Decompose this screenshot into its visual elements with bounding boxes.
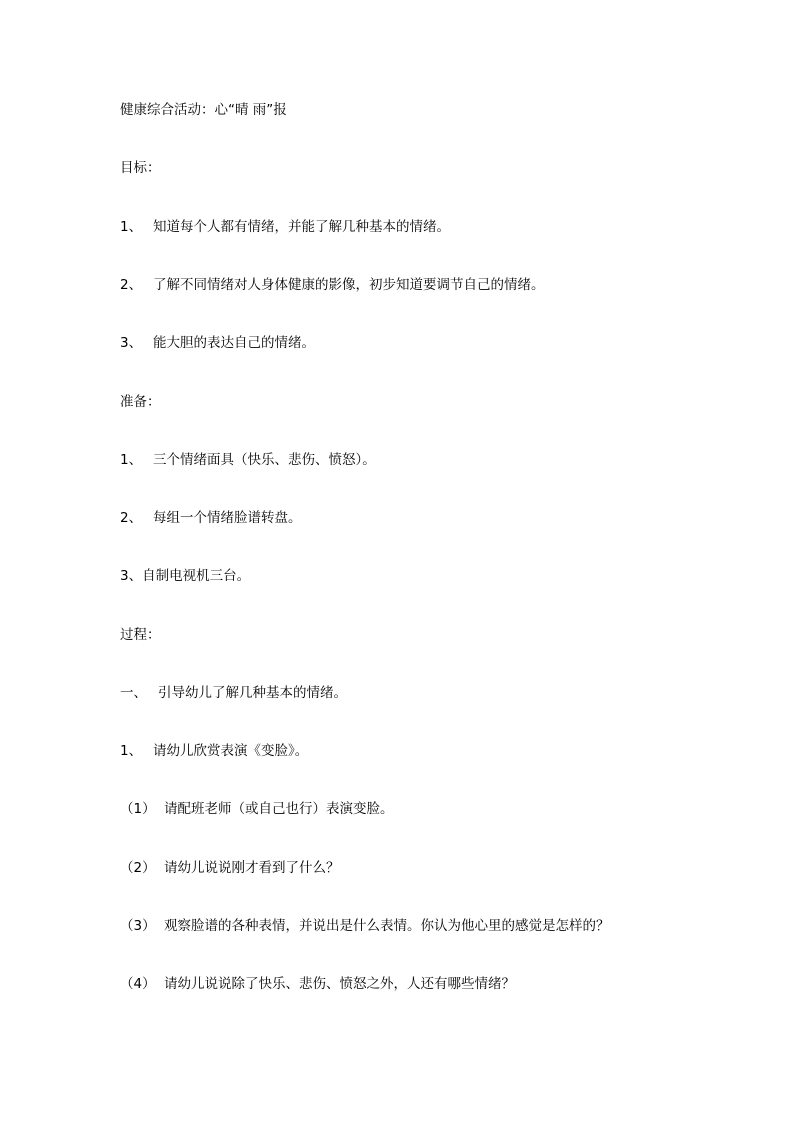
process-step-number: 一、 [120,685,147,701]
goal-item-text: 知道每个人都有情绪，并能了解几种基本的情绪。 [153,219,450,235]
process-detail-item [120,799,394,819]
process-subitem [120,741,308,761]
process-detail-text: 请配班老师（或自己也行）表演变脸。 [164,801,394,817]
process-detail-number: （4） [120,976,156,992]
preparation-item-text: 3、自制电视机三台。 [120,568,251,584]
preparation-item [120,450,376,470]
goal-item-number: 1、 [120,219,143,235]
process-step [120,683,347,703]
process-detail-number: （1） [120,801,156,817]
process-detail-text: 请幼儿说说刚才看到了什么？ [164,860,340,876]
process-detail-number: （3） [120,918,156,934]
goal-item-number: 3、 [120,335,143,351]
process-step-text: 引导幼儿了解几种基本的情绪。 [158,685,347,701]
preparation-item-number: 2、 [120,510,143,526]
preparation-item [120,566,250,586]
process-detail-number: （2） [120,860,156,876]
preparation-item-text: 三个情绪面具（快乐、悲伤、愤怒）。 [153,452,376,468]
goal-item [120,333,315,353]
goal-item-number: 2、 [120,277,143,293]
preparation-item-number: 1、 [120,452,143,468]
process-detail-item [120,974,515,994]
process-heading: 过程： [120,627,161,643]
preparation-heading: 准备： [120,394,161,410]
goals-heading: 目标： [120,160,161,176]
goal-item-text: 能大胆的表达自己的情绪。 [153,335,315,351]
preparation-item-text: 每组一个情绪脸谱转盘。 [153,510,302,526]
process-detail-item [120,858,340,878]
goal-item [120,217,450,237]
process-subitem-number: 1、 [120,743,143,759]
document-title: 健康综合活动：心“晴 雨”报 [120,102,287,118]
goal-item-text: 了解不同情绪对人身体健康的影像，初步知道要调节自己的情绪。 [153,277,545,293]
process-subitem-text: 请幼儿欣赏表演《变脸》。 [153,743,309,759]
process-detail-text: 请幼儿说说除了快乐、悲伤、愤怒之外，人还有哪些情绪？ [164,976,515,992]
preparation-item [120,508,302,528]
process-detail-text: 观察脸谱的各种表情，并说出是什么表情。你认为他心里的感觉是怎样的？ [164,918,610,934]
goal-item [120,275,545,295]
process-detail-item [120,916,610,936]
